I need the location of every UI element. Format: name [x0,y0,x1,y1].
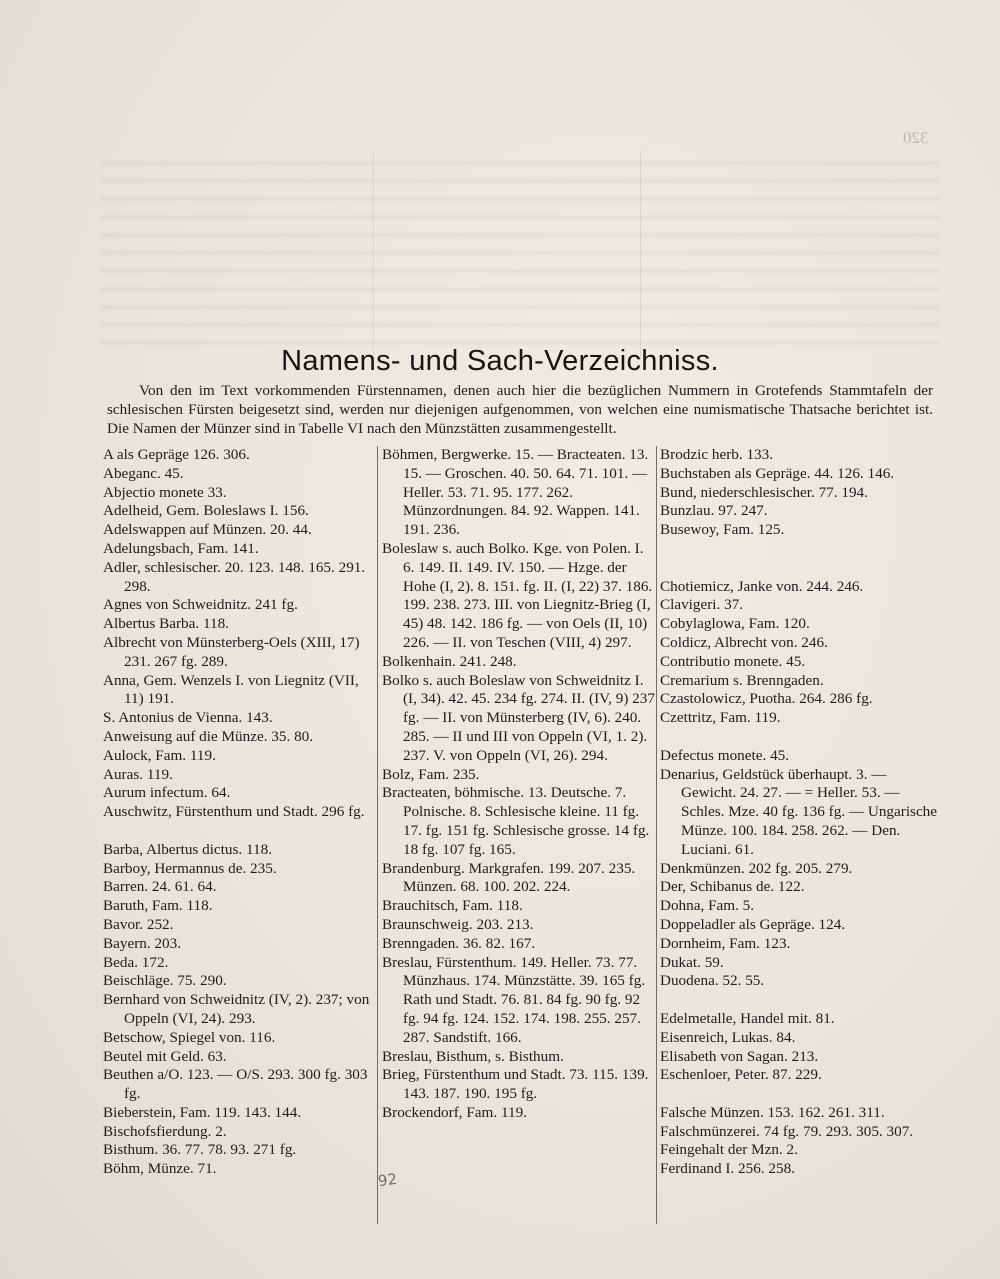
index-entry: Ferdinand I. 256. 258. [660,1160,795,1178]
index-entry: Barboy, Hermannus de. 235. [103,859,277,877]
index-entry: Breslau, Bisthum, s. Bisthum. [382,1047,564,1065]
index-entry: Der, Schibanus de. 122. [660,878,805,896]
page-number: 320 [903,128,929,147]
index-entry: Auschwitz, Fürstenthum und Stadt. 296 fg. [103,803,365,821]
bleed-through-rule [373,150,374,360]
index-entry: S. Antonius de Vienna. 143. [103,709,273,727]
index-entry: Dukat. 59. [660,953,724,971]
index-entry: Brieg, Fürstenthum und Stadt. 73. 115. 139. 143. 187. 190. 195 fg. [382,1066,649,1103]
index-entry: Bavor. 252. [103,915,174,933]
index-entry: Brenngaden. 36. 82. 167. [382,934,536,952]
index-entry: Czastolowicz, Puotha. 264. 286 fg. [660,690,873,708]
index-entry: Denarius, Geldstück überhaupt. 3. — Gewicht. 24. 27. — = Heller. 53. — Schles. Mze. 40 fg. 136 fg. — Ungarische Münze. 100. 184. 258. 262. — Den. Luciani. 61. [660,765,938,858]
index-entry: Coldicz, Albrecht von. 246. [660,633,828,651]
index-entry: Dornheim, Fam. 123. [660,934,791,952]
section-gap [103,822,375,841]
index-entry: Barba, Albertus dictus. 118. [103,840,273,858]
index-entry: Adelungsbach, Fam. 141. [103,539,259,557]
column-rule [377,446,378,1224]
index-entry: Edelmetalle, Handel mit. 81. [660,1009,835,1027]
index-entry: Agnes von Schweidnitz. 241 fg. [103,596,298,614]
column-rule [656,446,657,1224]
pencil-annotation: 92 [376,1169,399,1191]
index-entry: Busewoy, Fam. 125. [660,521,785,539]
index-entry: Baruth, Fam. 118. [103,897,213,915]
index-entry: Defectus monete. 45. [660,746,790,764]
bleed-through-rule [640,150,641,360]
index-entry: Bieberstein, Fam. 119. 143. 144. [103,1103,302,1121]
index-entry: Brockendorf, Fam. 119. [382,1103,527,1121]
index-entry: Auras. 119. [103,765,173,783]
index-entry: Brandenburg. Markgrafen. 199. 207. 235. Münzen. 68. 100. 202. 224. [382,859,636,896]
index-entry: Bisthum. 36. 77. 78. 93. 271 fg. [103,1141,297,1159]
index-entry: Buchstaben als Gepräge. 44. 126. 146. [660,464,895,482]
index-entry: Bischofsfierdung. 2. [103,1122,227,1140]
index-entry: Anweisung auf die Münze. 35. 80. [103,727,314,745]
index-entry: Duodena. 52. 55. [660,972,765,990]
index-entry: Feingehalt der Mzn. 2. [660,1141,798,1159]
index-column-1 [103,446,375,1179]
index-entry: Böhmen, Bergwerke. 15. — Bracteaten. 13. 15. — Groschen. 40. 50. 64. 71. 101. — Heller. 53. 71. 95. 177. 262. Münzordnungen. 84. 92. Wappen. 141. 191. 236. [382,446,649,539]
index-entry: Albertus Barba. 118. [103,615,229,633]
index-entry: Beda. 172. [103,953,169,971]
index-entry: Böhm, Münze. 71. [103,1160,217,1178]
index-entry: Cremarium s. Brenngaden. [660,671,824,689]
index-entry: Adler, schlesischer. 20. 123. 148. 165. 291. 298. [103,558,366,595]
index-entry: Bolko s. auch Boleslaw von Schweidnitz I. (I, 34). 42. 45. 234 fg. 274. II. (IV, 9) 237 fg. — II. von Münsterberg (IV, 6). 240. 285. — II und III von Oppeln (VI, 1. 2). 237. V. von Oppeln (VI, 26). 294. [382,671,655,764]
intro-paragraph [107,381,933,438]
index-entry: Falschmünzerei. 74 fg. 79. 293. 305. 307. [660,1122,914,1140]
index-entry: Bracteaten, böhmische. 13. Deutsche. 7. Polnische. 8. Schlesische kleine. 11 fg. 17. fg. 151 fg. Schlesische grosse. 14 fg. 18 fg. 107 fg. 165. [382,784,650,858]
index-entry: Bolkenhain. 241. 248. [382,652,517,670]
index-entry: Braunschweig. 203. 213. [382,915,534,933]
index-entry: Adelswappen auf Münzen. 20. 44. [103,521,312,539]
index-entry: Breslau, Fürstenthum. 149. Heller. 73. 77. Münzhaus. 174. Münzstätte. 39. 165 fg. Rath und Stadt. 76. 81. 84 fg. 90 fg. 92 fg. 94 fg. 124. 152. 174. 198. 255. 257. 287. Sandstift. 166. [382,953,646,1046]
index-entry: Adelheid, Gem. Boleslaws I. 156. [103,502,309,520]
section-gap [660,1085,940,1104]
index-entry: Boleslaw s. auch Bolko. Kge. von Polen. I. 6. 149. II. 149. IV. 150. — Hzge. der Hohe (I, 2). 8. 151. fg. II. (I, 22) 37. 186. 199. 238. 273. III. von Liegnitz-Brieg (I, 45) 48. 142. 186 fg. — von Oels (II, 10) 226. — II. von Teschen (VIII, 4) 297. [382,539,653,651]
index-entry: Anna, Gem. Wenzels I. von Liegnitz (VII, 11) 191. [103,671,359,708]
index-entry: Beischläge. 75. 290. [103,972,227,990]
index-entry: Eschenloer, Peter. 87. 229. [660,1066,822,1084]
index-entry: Contributio monete. 45. [660,652,806,670]
index-entry: Abeganc. 45. [103,464,184,482]
index-entry: Bund, niederschlesischer. 77. 194. [660,483,868,501]
bleed-through-text [100,150,940,360]
index-entry: Beutel mit Geld. 63. [103,1047,227,1065]
index-entry: Aulock, Fam. 119. [103,746,216,764]
section-gap [660,991,940,1010]
index-column-2 [382,446,655,1123]
index-column-3 [660,446,940,1179]
index-entry: Cobylaglowa, Fam. 120. [660,615,810,633]
index-entry: Bayern. 203. [103,934,182,952]
index-entry: Betschow, Spiegel von. 116. [103,1028,276,1046]
index-entry: Albrecht von Münsterberg-Oels (XIII, 17) 231. 267 fg. 289. [103,633,360,670]
index-entry: Doppeladler als Gepräge. 124. [660,915,846,933]
index-entry: Denkmünzen. 202 fg. 205. 279. [660,859,853,877]
index-entry: Aurum infectum. 64. [103,784,231,802]
section-gap [660,728,940,747]
index-entry: Clavigeri. 37. [660,596,744,614]
index-entry: Barren. 24. 61. 64. [103,878,217,896]
intro-text: Von den im Text vorkommenden Fürstennamen, denen auch hier die bezüglichen Nummern in Grotefends Stammtafeln der schlesischen Fürsten beigesetzt sind, werden nur diejenigen aufgenommen, von welchen eine numismatische Thatsache berichtet ist. Die Namen der Münzer sind in Tabelle VI nach den Münzstätten zusammengestellt. [107,382,933,437]
index-entry: Chotiemicz, Janke von. 244. 246. [660,577,864,595]
index-entry: Czettritz, Fam. 119. [660,709,781,727]
index-entry: Falsche Münzen. 153. 162. 261. 311. [660,1103,885,1121]
index-entry: Bernhard von Schweidnitz (IV, 2). 237; von Oppeln (VI, 24). 293. [103,991,370,1027]
index-entry: Elisabeth von Sagan. 213. [660,1047,819,1065]
index-entry: Brodzic herb. 133. [660,446,774,463]
section-gap [660,540,940,559]
index-entry: Dohna, Fam. 5. [660,897,755,915]
index-entry: Eisenreich, Lukas. 84. [660,1028,796,1046]
index-entry: Bolz, Fam. 235. [382,765,480,783]
index-entry: Abjectio monete 33. [103,483,227,501]
index-entry: Brauchitsch, Fam. 118. [382,897,523,915]
index-entry: A als Gepräge 126. 306. [103,446,250,463]
section-gap [660,559,940,578]
page-title: Namens- und Sach-Verzeichniss. [281,345,719,377]
index-entry: Beuthen a/O. 123. — O/S. 293. 300 fg. 303 fg. [103,1066,368,1103]
index-entry: Bunzlau. 97. 247. [660,502,768,520]
